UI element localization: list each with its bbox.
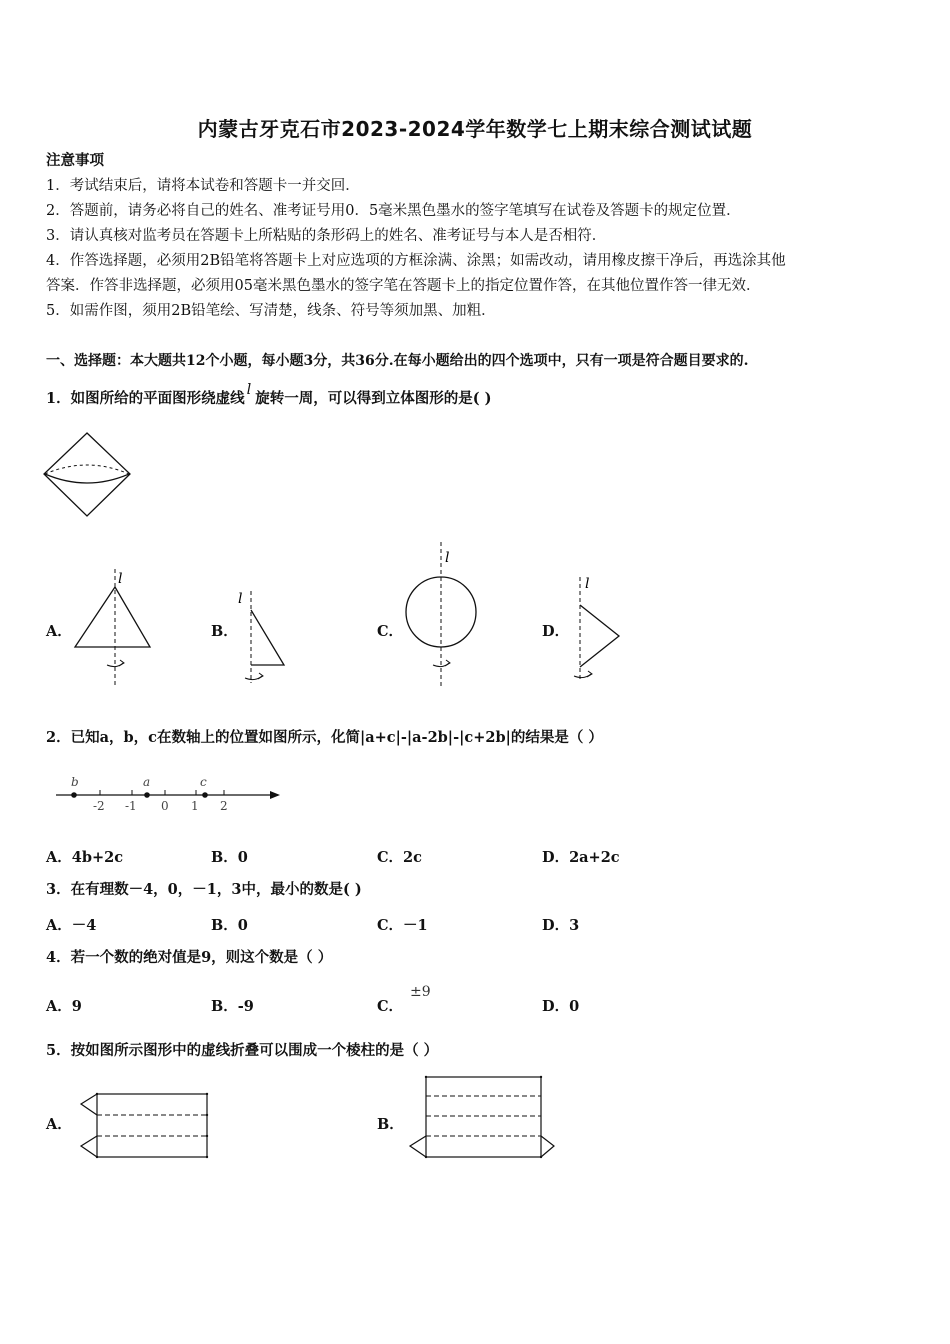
q4-option-a[interactable]: A．9 [46,998,82,1015]
q5-option-b[interactable]: B． [377,1116,404,1133]
q3-option-d[interactable]: D．3 [542,917,580,934]
q1-text-before: 1．如图所给的平面图形绕虚线 [46,390,245,407]
q5-option-a[interactable]: A． [46,1116,72,1133]
q1-option-a[interactable]: A． [46,623,72,640]
q5-option-b-net [406,1074,556,1160]
q1-option-c[interactable]: C． [377,623,404,640]
q4-option-b[interactable]: B．-9 [211,998,254,1015]
q5-option-a-net [78,1090,213,1160]
notice-item-1: 1．考试结束后，请将本试卷和答题卡一并交回． [46,178,360,194]
numberline-label-c: c [200,775,207,789]
numberline-tick-neg1: -1 [125,799,137,813]
notice-item-2: 2．答题前，请务必将自己的姓名、准考证号用0．5毫米黑色墨水的签字笔填写在试卷及答题卡的规定位置． [46,203,741,219]
numberline-tick-0: 0 [161,799,169,813]
numberline-label-a: a [143,775,151,789]
notice-item-5: 5．如需作图，须用2B铅笔绘、写清楚，线条、符号等须加黑、加粗． [46,303,496,319]
numberline-tick-1: 1 [191,799,199,813]
notice-item-3: 3．请认真核对监考员在答题卡上所粘贴的条形码上的姓名、准考证号与本人是否相符． [46,228,607,244]
q1-option-c-figure [400,540,485,690]
q2-option-a[interactable]: A．4b+2c [46,849,124,866]
q1-c-axis-label: l [445,550,450,566]
q4-option-d[interactable]: D．0 [542,998,580,1015]
question-3-text: 3．在有理数－4，0，－1，3中，最小的数是( ) [46,881,362,898]
notice-heading: 注意事项 [46,152,104,169]
q4-option-c-value: ±9 [410,984,431,1000]
notice-item-4-cont: 答案．作答非选择题，必须用05毫米黑色墨水的签字笔在答题卡上的指定位置作答，在其他位置作答一律无效． [46,278,761,294]
q1-d-axis-label: l [585,576,590,592]
question-2-text: 2．已知a，b，c在数轴上的位置如图所示，化简|a+c|-|a-2b|-|c+2b|的结果是（ ） [46,729,603,746]
q1-option-b[interactable]: B． [211,623,238,640]
question-5-text: 5．按如图所示图形中的虚线折叠可以围成一个棱柱的是（ ） [46,1042,439,1059]
q3-option-c[interactable]: C．－1 [377,917,428,934]
q1-option-d-figure [566,572,626,687]
q3-option-a[interactable]: A．－4 [46,917,97,934]
numberline-label-b: b [71,775,79,789]
q3-option-b[interactable]: B．0 [211,917,248,934]
numberline-tick-neg2: -2 [93,799,105,813]
q1-text-after: 旋转一周，可以得到立体图形的是( ) [255,390,492,407]
section-heading: 一、选择题：本大题共12个小题，每小题3分，共36分.在每小题给出的四个选项中，只有一项是符合题目要求的. [46,353,749,369]
numberline-tick-2: 2 [220,799,228,813]
q1-b-axis-label: l [238,591,243,607]
page-title: 内蒙古牙克石市2023-2024学年数学七上期末综合测试试题 [197,117,753,141]
notice-item-4: 4．作答选择题，必须用2B铅笔将答题卡上对应选项的方框涂满、涂黑；如需改动，请用橡皮擦干净后，再选涂其他 [46,253,786,269]
q1-axis-symbol: l [246,382,252,398]
q2-option-b[interactable]: B．0 [211,849,248,866]
q1-option-d[interactable]: D． [542,623,570,640]
q1-option-b-figure [235,583,295,688]
q2-option-c[interactable]: C．2c [377,849,422,866]
q1-option-a-figure [70,565,160,690]
question-1-text [46,382,492,409]
q1-solid-figure [40,430,140,522]
q2-option-d[interactable]: D．2a+2c [542,849,620,866]
q2-number-line [50,770,290,815]
q4-option-c[interactable]: C． [377,998,404,1015]
question-4-text: 4．若一个数的绝对值是9，则这个数是（ ） [46,949,333,966]
q1-a-axis-label: l [118,571,123,587]
